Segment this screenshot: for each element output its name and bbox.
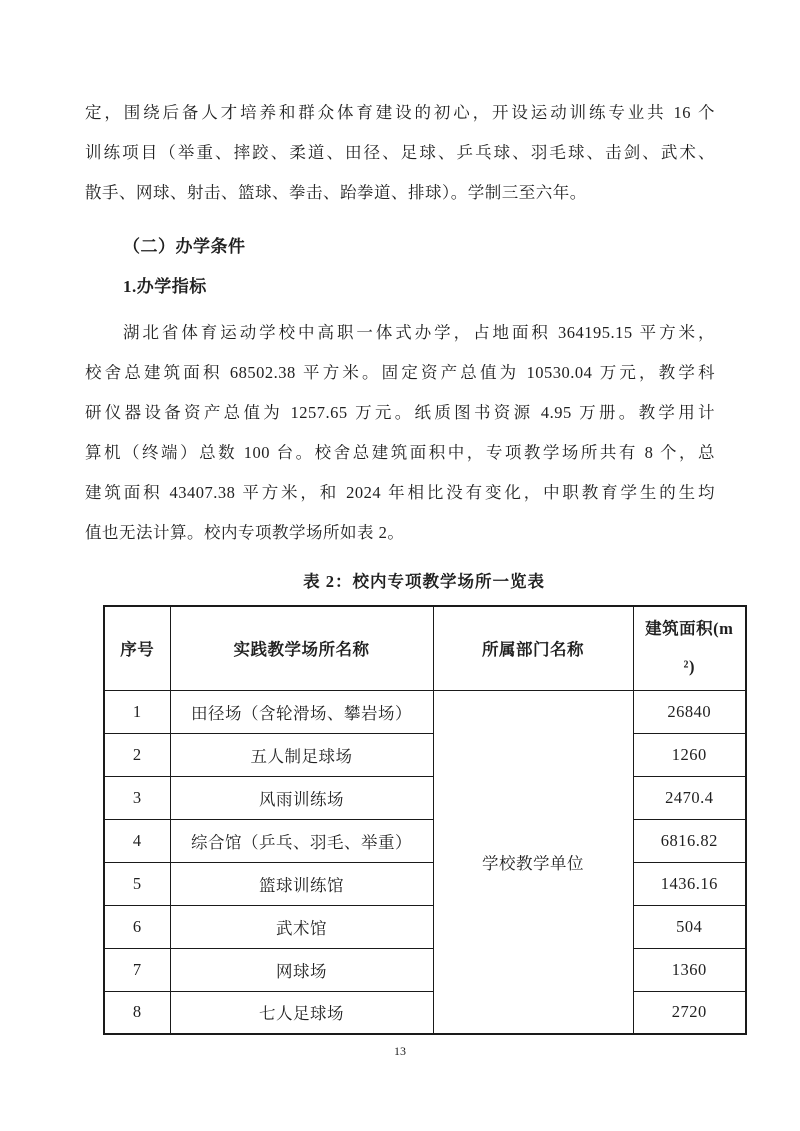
cell-area: 2470.4 [633, 776, 746, 819]
cell-no: 3 [104, 776, 170, 819]
cell-department-merged: 学校教学单位 [433, 690, 633, 1034]
cell-area: 504 [633, 905, 746, 948]
paragraph-body [85, 313, 715, 553]
cell-name: 武术馆 [170, 905, 433, 948]
cell-name: 篮球训练馆 [170, 862, 433, 905]
section-heading: （二）办学条件 [123, 237, 246, 256]
header-cell-area [633, 606, 746, 690]
cell-no: 4 [104, 819, 170, 862]
paragraph-line: 散手、网球、射击、篮球、拳击、跆拳道、排球）。学制三至六年。 [85, 183, 587, 202]
cell-no: 8 [104, 991, 170, 1034]
cell-area: 26840 [633, 690, 746, 733]
paragraph-line: 建筑面积 43407.38 平方米，和 2024 年相比没有变化，中职教育学生的生均 [85, 483, 715, 502]
paragraph-line: 研仪器设备资产总值为 1257.65 万元。纸质图书资源 4.95 万册。教学用计 [85, 403, 715, 422]
paragraph-line: 定，围绕后备人才培养和群众体育建设的初心，开设运动训练专业共 16 个 [85, 103, 715, 122]
table-row [104, 948, 746, 991]
cell-name: 风雨训练场 [170, 776, 433, 819]
cell-no: 1 [104, 690, 170, 733]
paragraph-continuation [85, 93, 715, 213]
cell-name: 网球场 [170, 948, 433, 991]
cell-no: 2 [104, 733, 170, 776]
section-headings [85, 227, 715, 307]
header-cell-dept: 所属部门名称 [433, 606, 633, 690]
paragraph-line: 训练项目（举重、摔跤、柔道、田径、足球、乒乓球、羽毛球、击剑、武术、 [85, 143, 715, 162]
header-cell-name: 实践教学场所名称 [170, 606, 433, 690]
cell-area: 6816.82 [633, 819, 746, 862]
page-number: 13 [394, 1044, 406, 1058]
paragraph-line: 算机（终端）总数 100 台。校舍总建筑面积中，专项教学场所共有 8 个，总 [85, 443, 715, 462]
subsection-heading: 1.办学指标 [123, 277, 207, 296]
cell-area: 2720 [633, 991, 746, 1034]
cell-name: 七人足球场 [170, 991, 433, 1034]
table-row [104, 905, 746, 948]
table-row [104, 862, 746, 905]
table-row [104, 690, 746, 733]
table-header-row [104, 606, 746, 690]
cell-area: 1436.16 [633, 862, 746, 905]
header-area-line1: 建筑面积(m [645, 619, 734, 639]
facility-table [103, 605, 747, 1035]
cell-area: 1260 [633, 733, 746, 776]
cell-name: 田径场（含轮滑场、攀岩场） [170, 690, 433, 733]
cell-no: 5 [104, 862, 170, 905]
header-cell-no: 序号 [104, 606, 170, 690]
table-row [104, 733, 746, 776]
table-caption: 表 2：校内专项教学场所一览表 [303, 572, 545, 591]
paragraph-line: 湖北省体育运动学校中高职一体式办学，占地面积 364195.15 平方米， [123, 323, 715, 342]
cell-no: 7 [104, 948, 170, 991]
cell-name: 五人制足球场 [170, 733, 433, 776]
paragraph-line: 值也无法计算。校内专项教学场所如表 2。 [85, 523, 405, 542]
table-row [104, 991, 746, 1034]
table-row [104, 819, 746, 862]
cell-area: 1360 [633, 948, 746, 991]
paragraph-line: 校舍总建筑面积 68502.38 平方米。固定资产总值为 10530.04 万元，教学科 [85, 363, 715, 382]
cell-name: 综合馆（乒乓、羽毛、举重） [170, 819, 433, 862]
header-area-line2: ²) [683, 657, 695, 677]
table-row [104, 776, 746, 819]
cell-no: 6 [104, 905, 170, 948]
